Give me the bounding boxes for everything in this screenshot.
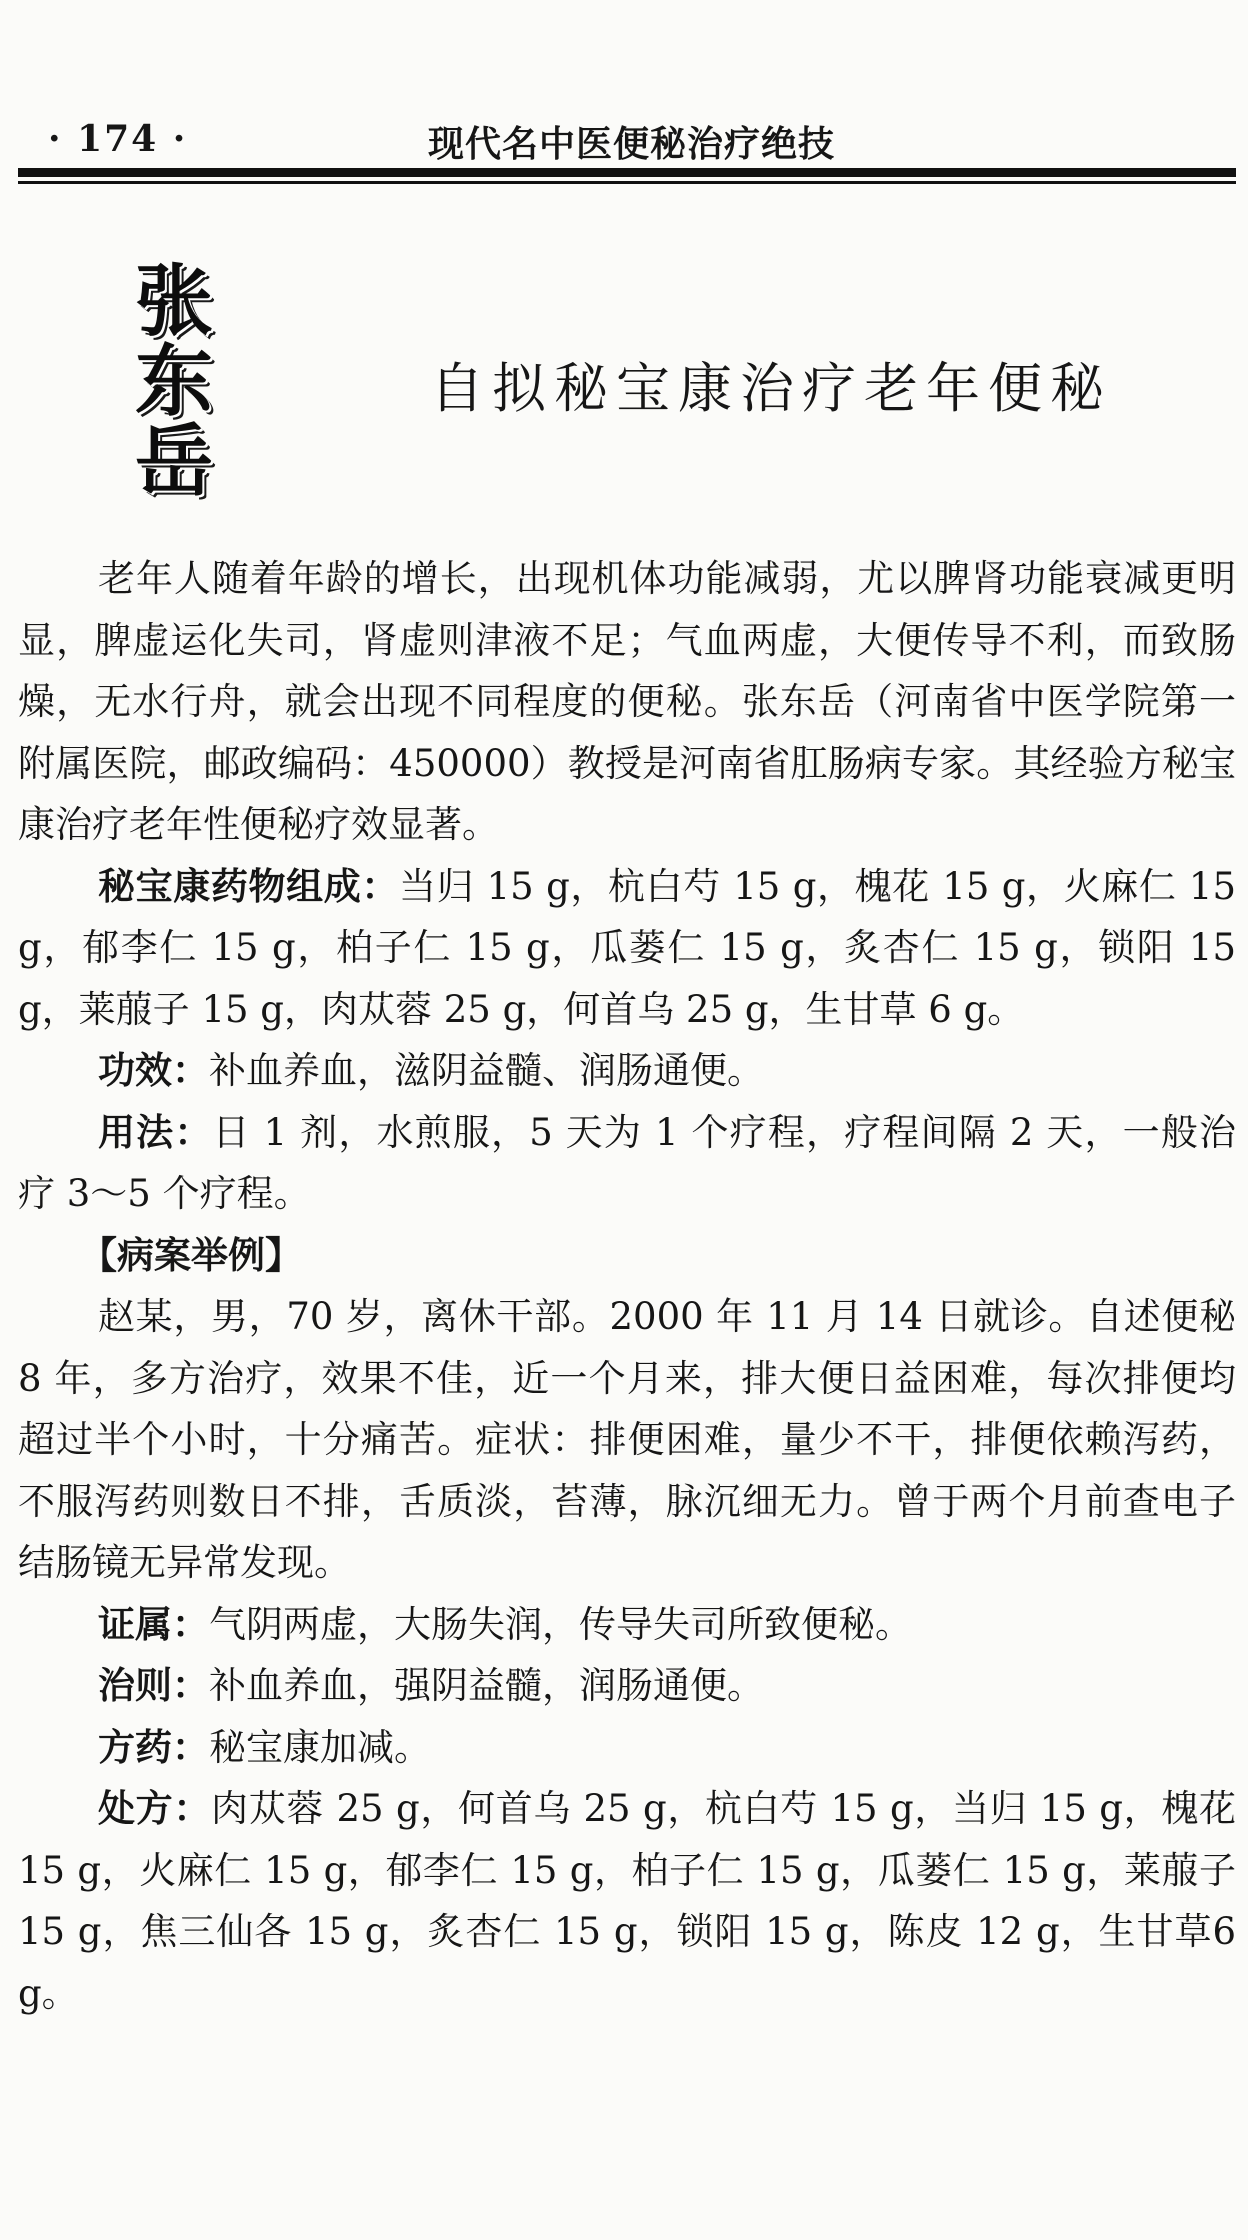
- principle-text: 补血养血，强阴益髓，润肠通便。: [209, 1664, 764, 1707]
- composition-text: 当归 15 g，杭白芍 15 g，槐花 15 g，火麻仁 15 g，郁李仁 15 g，柏子仁 15 g，瓜蒌仁 15 g，炙杏仁 15 g，锁阳 15 g，莱菔子 15 g，肉苁蓉 25 g，何首乌 25 g，生甘草 6 g。: [18, 864, 1236, 1031]
- syndrome-label: 证属：: [98, 1602, 209, 1646]
- formula-paragraph: [18, 1717, 1236, 1779]
- intro-paragraph: 老年人随着年龄的增长，出现机体功能减弱，尤以脾肾功能衰减更明显，脾虚运化失司，肾虚则津液不足；气血两虚，大便传导不利，而致肠燥，无水行舟，就会出现不同程度的便秘。张东岳（河南省中医学院第一附属医院，邮政编码：450000）教授是河南省肛肠病专家。其经验方秘宝康治疗老年性便秘疗效显著。: [18, 557, 1236, 846]
- header-rule-thick: [18, 168, 1236, 177]
- prescription-text: 肉苁蓉 25 g，何首乌 25 g，杭白芍 15 g，当归 15 g，槐花 15 g，火麻仁 15 g，郁李仁 15 g，柏子仁 15 g，瓜蒌仁 15 g，莱菔子 15 g，焦三仙各 15 g，炙杏仁 15 g，锁阳 15 g，陈皮 12 g，生甘草6 g。: [18, 1787, 1237, 2015]
- formula-text: 秘宝康加减。: [209, 1725, 431, 1769]
- principle-paragraph: [18, 1655, 1236, 1717]
- author-name: [108, 256, 238, 507]
- formula-label: 方药：: [98, 1725, 209, 1769]
- case-heading: 【病案举例】: [80, 1233, 302, 1277]
- syndrome-text: 气阴两虚，大肠失润，传导失司所致便秘。: [209, 1602, 912, 1646]
- syndrome-paragraph: [18, 1594, 1236, 1656]
- usage-label: 用法：: [98, 1110, 213, 1154]
- article-body: [18, 548, 1236, 2024]
- header-rule-thin: [18, 181, 1236, 184]
- case-paragraph: 赵某，男，70 岁，离休干部。2000 年 11 月 14 日就诊。自述便秘 8 年，多方治疗，效果不佳，近一个月来，排大便日益困难，每次排便均超过半个小时，十分痛苦。症状：排便困难，量少不干，排便依赖泻药，不服泻药则数日不排，舌质淡，苔薄，脉沉细无力。曾于两个月前查电子结肠镜无异常发现。: [18, 1295, 1236, 1584]
- prescription-paragraph: [18, 1778, 1236, 2024]
- efficacy-text: 补血养血，滋阴益髓、润肠通便。: [209, 1049, 764, 1092]
- composition-label: 秘宝康药物组成：: [98, 864, 399, 908]
- prescription-label: 处方：: [98, 1787, 212, 1830]
- composition-paragraph: [18, 856, 1236, 1041]
- running-title: 现代名中医便秘治疗绝技: [428, 123, 836, 165]
- efficacy-label: 功效：: [98, 1049, 209, 1092]
- principle-label: 治则：: [98, 1664, 209, 1707]
- usage-text: 日 1 剂，水煎服，5 天为 1 个疗程，疗程间隔 2 天，一般治疗 3～5 个疗程。: [18, 1110, 1237, 1215]
- efficacy-paragraph: [18, 1040, 1236, 1102]
- page-header: [18, 112, 1236, 168]
- usage-paragraph: [18, 1102, 1236, 1225]
- author-char: 岳: [134, 416, 211, 507]
- page-number: · 174 ·: [48, 118, 188, 160]
- author-char: 东: [134, 336, 211, 427]
- author-char: 张: [134, 256, 211, 347]
- article-title: 自拟秘宝康治疗老年便秘: [430, 357, 1112, 420]
